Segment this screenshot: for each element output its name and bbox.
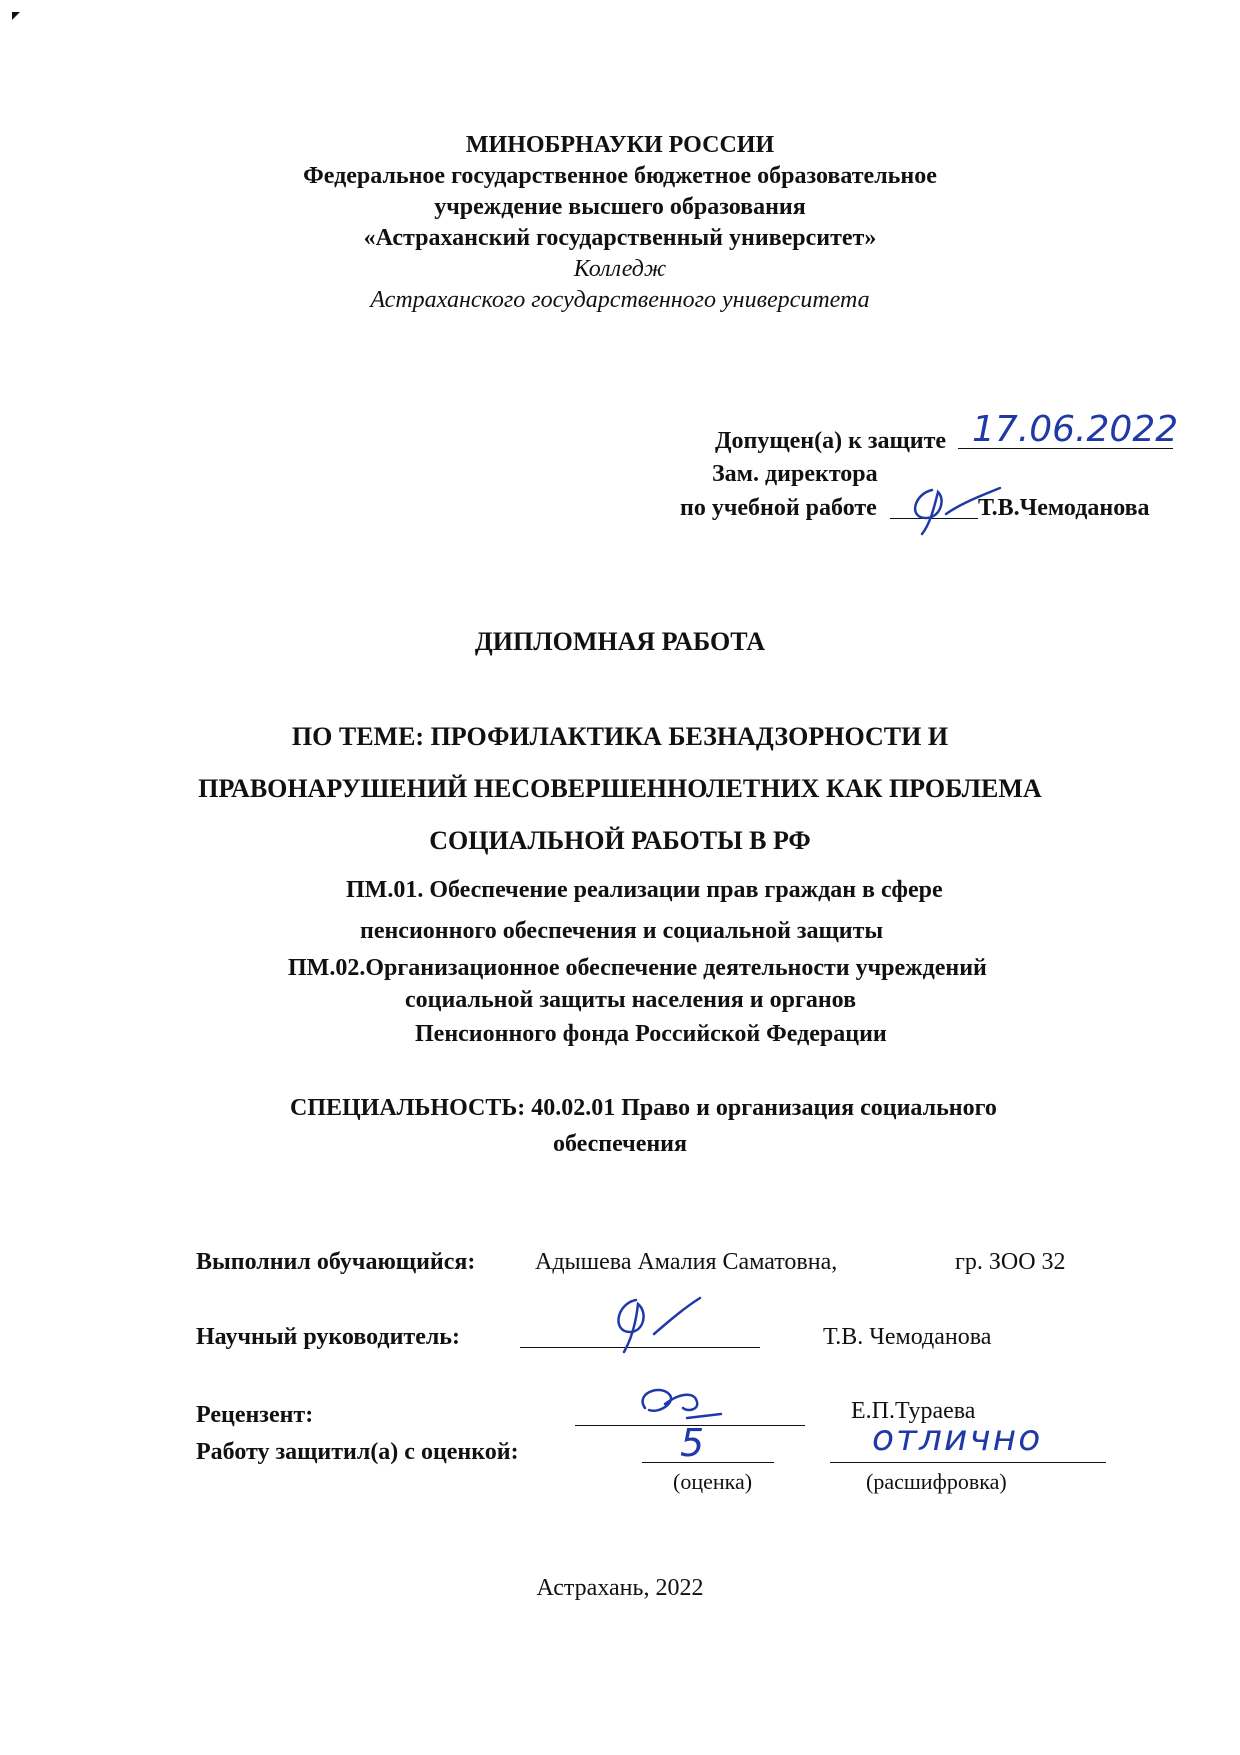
module-pm02-line-2: социальной защиты населения и органов — [405, 987, 857, 1013]
module-pm01-line-1: ПМ.01. Обеспечение реализации прав граждан в сфере — [346, 877, 943, 903]
college-line-2: Астраханского государственного университета — [370, 287, 870, 313]
reviewer-name: Е.П.Тураева — [851, 1398, 976, 1424]
grade-line — [642, 1462, 774, 1463]
institution-line-1: Федеральное государственное бюджетное образовательное — [303, 163, 937, 189]
reviewer-label: Рецензент: — [196, 1402, 314, 1428]
admitted-date-handwritten: 17.06.2022 — [972, 409, 1179, 450]
supervisor-label: Научный руководитель: — [196, 1324, 460, 1350]
defended-label: Работу защитил(а) с оценкой: — [196, 1439, 519, 1465]
student-group: гр. ЗОО 32 — [955, 1249, 1066, 1275]
module-pm02-line-3: Пенсионного фонда Российской Федерации — [415, 1021, 887, 1047]
grade-value-handwritten: 5 — [680, 1421, 705, 1465]
ministry-title: МИНОБРНАУКИ РОССИИ — [465, 132, 775, 158]
grade-text-handwritten: отлично — [872, 1418, 1043, 1459]
module-pm02-line-1: ПМ.02.Организационное обеспечение деятельности учреждений — [288, 955, 987, 981]
scan-corner-mark — [12, 12, 20, 20]
admitted-label: Допущен(а) к защите — [715, 428, 947, 454]
student-label: Выполнил обучающийся: — [196, 1249, 476, 1275]
city-year: Астрахань, 2022 — [536, 1575, 704, 1601]
specialty-line-1: СПЕЦИАЛЬНОСТЬ: 40.02.01 Право и организация социального — [290, 1095, 997, 1121]
position-line-2: по учебной работе — [680, 495, 877, 521]
director-name: Т.В.Чемоданова — [978, 495, 1150, 521]
topic-line-3: СОЦИАЛЬНОЙ РАБОТЫ В РФ — [429, 826, 811, 855]
topic-line-2: ПРАВОНАРУШЕНИЙ НЕСОВЕРШЕННОЛЕТНИХ КАК ПРОБЛЕМА — [198, 774, 1042, 803]
grade-caption: (оценка) — [673, 1469, 753, 1494]
student-name: Адышева Амалия Саматовна, — [535, 1249, 838, 1275]
specialty-line-2: обеспечения — [553, 1131, 687, 1157]
topic-line-1: ПО ТЕМЕ: ПРОФИЛАКТИКА БЕЗНАДЗОРНОСТИ И — [291, 722, 949, 751]
supervisor-signature — [600, 1290, 710, 1356]
grade-decode-line — [830, 1462, 1106, 1463]
supervisor-name: Т.В. Чемоданова — [823, 1324, 992, 1350]
module-pm01-line-2: пенсионного обеспечения и социальной защиты — [360, 918, 884, 944]
decode-caption: (расшифровка) — [866, 1469, 1007, 1494]
college-line-1: Колледж — [573, 256, 667, 282]
document-type: ДИПЛОМНАЯ РАБОТА — [474, 627, 766, 656]
university-name: «Астраханский государственный университет» — [363, 225, 877, 251]
institution-line-2: учреждение высшего образования — [434, 194, 806, 220]
position-line-1: Зам. директора — [712, 461, 878, 487]
